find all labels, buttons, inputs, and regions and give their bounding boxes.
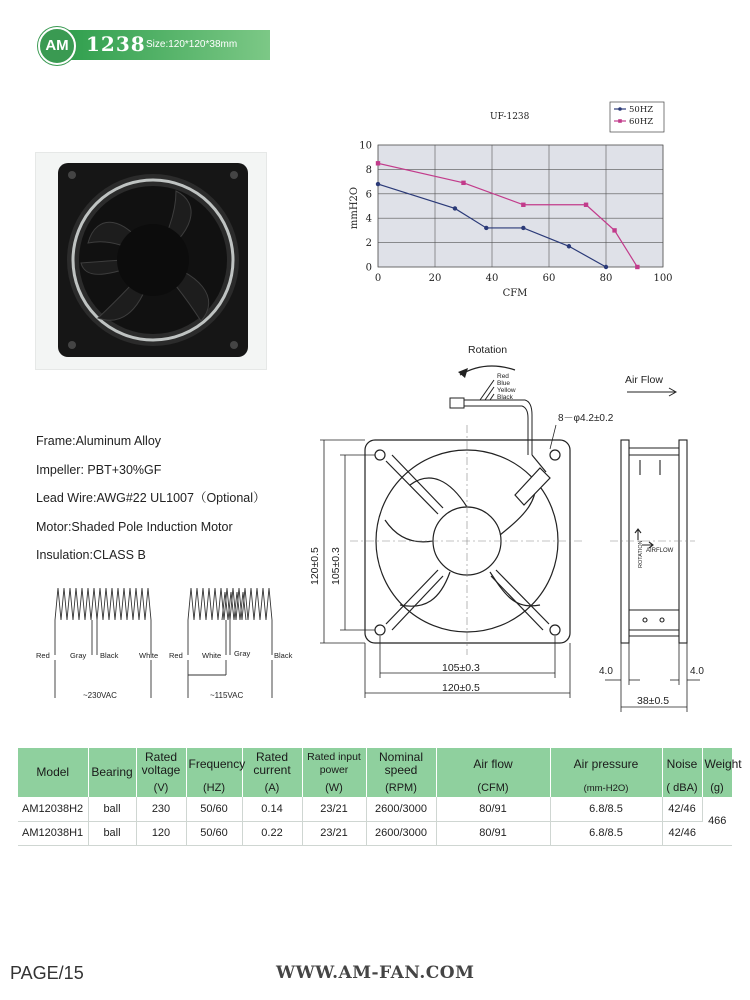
wiring-230v [55,588,151,698]
col-header-airflow: Air flow [436,748,550,780]
dim-height-outer: 120±0.5 [309,547,321,585]
legend-marker [618,107,622,111]
spec-table [18,748,742,846]
cell-weight: 466 [702,797,732,845]
data-point [612,228,616,232]
x-tick-label: 80 [599,273,613,284]
dim-width-outer: 120±0.5 [442,682,480,694]
wire-label-black-115: Black [274,651,293,660]
col-header-current: Rated current [242,748,302,780]
cell-bearing: ball [88,797,136,821]
hole-spec-label: 8－φ4.2±0.2 [558,413,614,424]
dim-flange-left: 4.0 [599,666,613,677]
chart-ylabel: mmH2O [349,186,360,230]
wire-label-gray-230: Gray [70,651,87,660]
cell-speed: 2600/3000 [366,821,436,845]
wire-color-red: Red [497,373,509,380]
x-tick-label: 0 [374,273,382,284]
unit-frequency: (HZ) [186,780,242,797]
cell-noise: 42/46 [662,797,702,821]
cell-power: 23/21 [302,821,366,845]
unit-voltage: (V) [136,780,186,797]
data-point [567,244,571,248]
unit-speed: (RPM) [366,780,436,797]
x-tick-label: 100 [653,273,673,284]
legend-label: 60HZ [629,117,654,127]
col-header-frequency: Frequency [186,748,242,780]
wire-label-white-230: White [139,651,159,660]
cell-power: 23/21 [302,797,366,821]
spec-motor: Motor:Shaded Pole Induction Motor [36,519,233,534]
cell-pressure: 6.8/8.5 [550,797,662,821]
air-flow-arrow-icon [627,388,676,396]
x-tick-label: 40 [485,273,499,284]
side-rotation-label: ROTATION [638,540,644,568]
col-header-voltage: Rated voltage [136,748,186,780]
dim-width-inner: 105±0.3 [442,662,480,674]
technical-drawing-svg [300,340,720,720]
y-tick-label: 4 [365,213,372,225]
side-view [621,440,687,643]
cell-airflow: 80/91 [436,821,550,845]
unit-current: (A) [242,780,302,797]
data-point [376,161,380,165]
y-tick-label: 8 [365,164,372,176]
unit-airflow: (CFM) [436,780,550,797]
wire-label-gray-115: Gray [234,649,251,658]
wire-color-blue: Blue [497,380,511,387]
cell-frequency: 50/60 [186,797,242,821]
col-header-power: Rated input power [302,748,366,780]
side-airflow-label: AIRFLOW [646,548,674,554]
unit-noise: ( dBA) [662,780,702,797]
height-dimensions [320,440,375,643]
data-point [484,226,488,230]
cell-frequency: 50/60 [186,821,242,845]
table-row [18,821,732,845]
model-number: 1238 [86,32,146,56]
y-tick-label: 10 [359,140,372,152]
cell-current: 0.22 [242,821,302,845]
cell-voltage: 230 [136,797,186,821]
unit-power: (W) [302,780,366,797]
plot-area [378,145,663,267]
col-header-speed: Nominal speed [366,748,436,780]
technical-drawing [300,340,720,720]
dim-flange-right: 4.0 [690,666,704,677]
cell-model: AM12038H2 [18,797,88,821]
rotation-arrowhead-icon [458,368,468,378]
col-header-model: Model [18,748,88,797]
col-header-pressure: Air pressure [550,748,662,780]
data-point [604,265,608,269]
wiring-diagrams [30,580,320,700]
spec-frame: Frame:Aluminum Alloy [36,434,162,448]
dim-depth: 38±0.5 [637,695,670,707]
x-tick-label: 20 [428,273,442,284]
data-point [453,206,457,210]
x-tick-label: 60 [542,273,556,284]
cell-pressure: 6.8/8.5 [550,821,662,845]
table-row [18,797,732,821]
data-point [521,226,525,230]
voltage-label-115: ~115VAC [210,691,244,700]
cell-airflow: 80/91 [436,797,550,821]
y-tick-label: 0 [365,262,372,274]
data-point [461,181,465,185]
cell-noise: 42/46 [662,821,702,845]
performance-chart [340,100,690,310]
size-label: Size:120*120*38mm [146,39,238,50]
y-tick-label: 6 [365,189,372,201]
wire-label-black-230: Black [100,651,119,660]
wire-label-red-230: Red [36,651,50,660]
fan-photo-illustration [36,153,268,371]
data-point [521,203,525,207]
spec-impeller: Impeller: PBT+30%GF [36,462,162,477]
fan-photo [35,152,267,370]
brand-prefix: AM [38,27,76,65]
voltage-label-230: ~230VAC [83,691,117,700]
y-tick-label: 2 [365,238,372,250]
wire-color-black: Black [497,394,513,401]
chart-legend [610,102,664,132]
website-link[interactable]: WWW.AM-FAN.COM [276,963,475,983]
rotation-label: Rotation [468,344,508,356]
cell-current: 0.14 [242,797,302,821]
data-point [635,265,639,269]
data-point [584,203,588,207]
dim-height-inner: 105±0.3 [330,547,342,585]
chart-title: UF-1238 [490,112,530,122]
wiring-diagrams-svg [30,580,320,700]
cell-voltage: 120 [136,821,186,845]
air-flow-label: Air Flow [625,374,663,386]
spec-lead-wire: Lead Wire:AWG#22 UL1007（Optional） [36,491,266,505]
cell-model: AM12038H1 [18,821,88,845]
lead-wire [450,380,532,455]
cell-bearing: ball [88,821,136,845]
cell-speed: 2600/3000 [366,797,436,821]
front-view [365,440,570,643]
page-number: PAGE/15 [10,963,84,983]
chart-xlabel: CFM [502,288,528,299]
front-view-centerlines [350,425,585,655]
legend-marker [618,119,622,123]
model-badge [38,30,270,60]
data-point [376,182,380,186]
legend-label: 50HZ [629,105,654,115]
performance-chart-svg [340,100,690,310]
col-header-weight: Weight [702,748,732,780]
wiring-115v [188,588,272,698]
unit-weight: (g) [702,780,732,797]
col-header-noise: Noise [662,748,702,780]
spec-list [36,433,266,576]
spec-insulation: Insulation:CLASS B [36,548,146,562]
wire-label-white-115: White [202,651,222,660]
unit-pressure: (mm-H2O) [550,780,662,797]
wire-color-yellow: Yellow [497,387,516,394]
col-header-bearing: Bearing [88,748,136,797]
wire-label-red-115: Red [169,651,183,660]
